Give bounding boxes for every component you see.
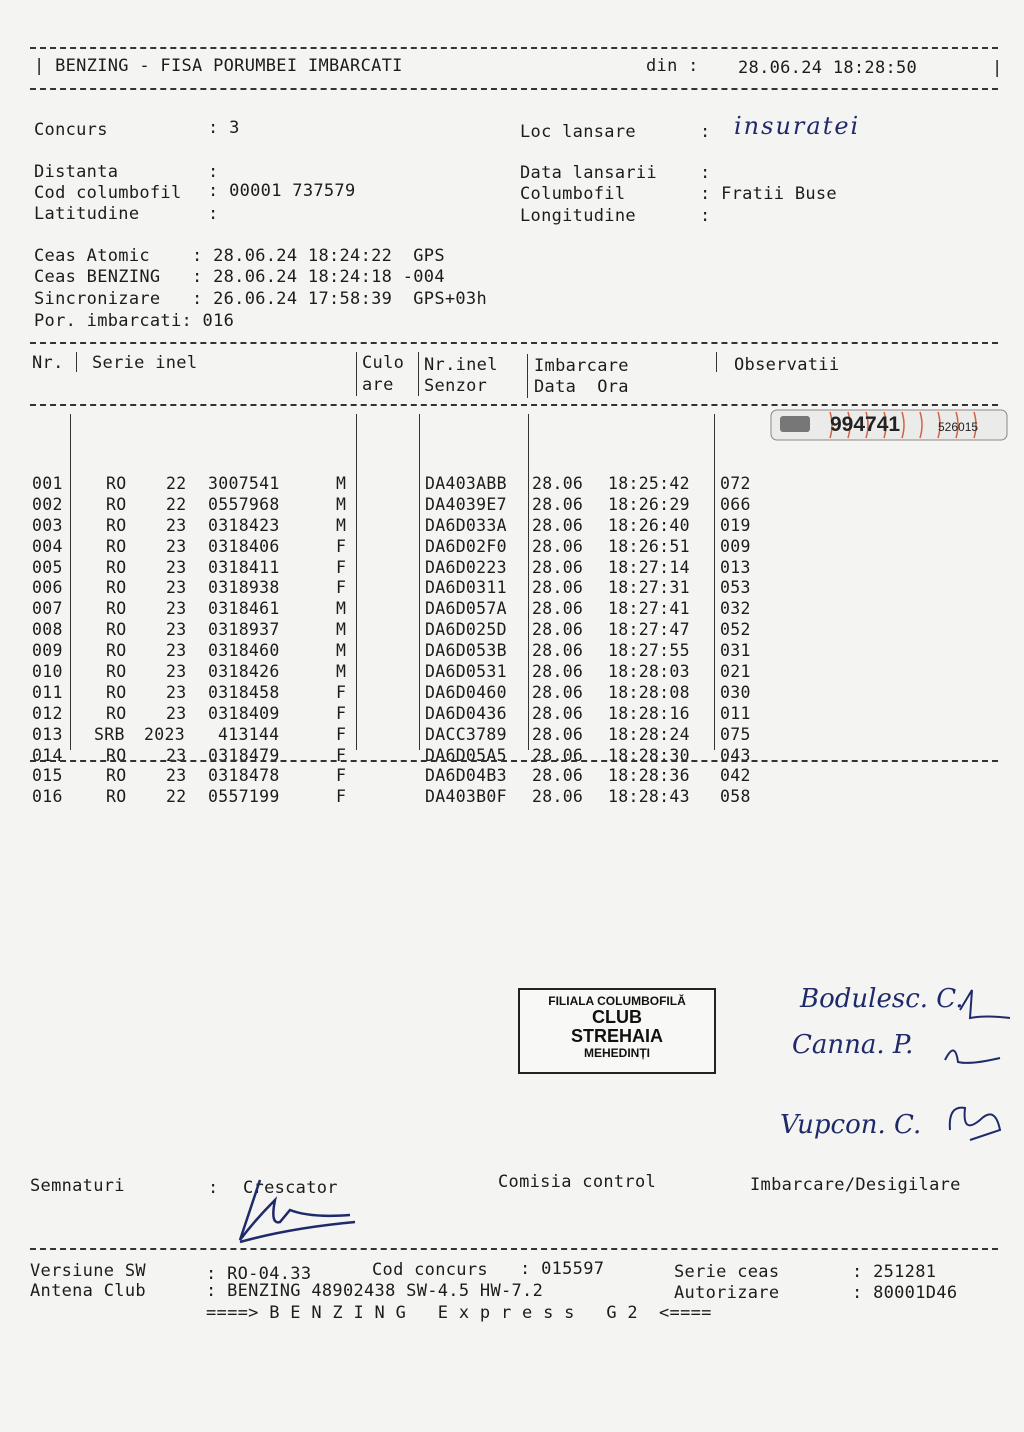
stamp-line-3: STREHAIA: [570, 1026, 663, 1046]
row-observatii: 072: [720, 474, 751, 493]
benzing-express-line: ====> B E N Z I N G E x p r e s s G 2 <====: [206, 1303, 712, 1323]
longitudine-label: Longitudine: [520, 206, 636, 226]
row-year: 22: [166, 474, 187, 493]
row-time: 18:27:14: [608, 557, 690, 577]
row-country: RO: [106, 682, 127, 702]
serie-ceas-value: : 251281: [852, 1262, 937, 1282]
row-ring-number: 0318478: [208, 766, 280, 786]
row-year: 23: [166, 599, 187, 619]
table-row: [30, 474, 790, 495]
row-sex: M: [336, 620, 347, 640]
row-observatii: 013: [720, 557, 751, 577]
row-ring-number: 0318479: [208, 745, 280, 765]
row-time: 18:28:03: [608, 662, 690, 682]
row-date: 28.06: [532, 599, 584, 619]
serie-ceas-label: Serie ceas: [674, 1262, 780, 1282]
cod-columbofil-value: : 00001 737579: [208, 181, 356, 201]
latitudine-label: Latitudine: [34, 204, 140, 224]
row-sensor: DA4039E7: [425, 494, 507, 514]
row-time: 18:28:43: [608, 787, 690, 807]
col-header-nrinel-2: Senzor: [424, 376, 488, 396]
concurs-label: Concurs: [34, 120, 108, 140]
table-row: [30, 662, 790, 683]
row-nr: 013: [32, 724, 63, 744]
row-nr: 001: [32, 474, 63, 493]
row-ring-number: 0318461: [208, 599, 280, 619]
row-sex: M: [336, 474, 347, 493]
row-sex: M: [336, 641, 347, 661]
divider: [30, 760, 998, 762]
row-ring-number: 0318458: [208, 682, 280, 702]
ring-sticker: [770, 408, 1008, 442]
row-year: 23: [166, 662, 187, 682]
row-country: RO: [106, 662, 127, 682]
row-country: SRB: [94, 724, 125, 744]
row-time: 18:28:30: [608, 745, 690, 765]
row-observatii: 052: [720, 620, 751, 640]
row-country: RO: [106, 494, 127, 514]
columbofil-value: : Fratii Buse: [700, 184, 837, 204]
row-ring-number: 413144: [218, 724, 280, 744]
row-date: 28.06: [532, 703, 584, 723]
row-sex: F: [336, 787, 347, 807]
row-sensor: DA6D0436: [425, 703, 507, 723]
row-ring-number: 0318406: [208, 536, 280, 556]
row-time: 18:28:08: [608, 682, 690, 702]
semnaturi-label: Semnaturi: [30, 1176, 125, 1196]
row-sex: F: [336, 766, 347, 786]
row-country: RO: [106, 557, 127, 577]
sticker-small-number: 526015: [938, 420, 979, 434]
row-country: RO: [106, 787, 127, 807]
row-sex: F: [336, 536, 347, 556]
ceas-benzing: Ceas BENZING : 28.06.24 18:24:18 -004: [34, 267, 445, 287]
row-time: 18:28:24: [608, 724, 690, 744]
row-year: 23: [166, 620, 187, 640]
row-sensor: DA6D04B3: [425, 766, 507, 786]
table-row: [30, 516, 790, 537]
row-year: 23: [166, 766, 187, 786]
loc-lansare-label: Loc lansare: [520, 122, 636, 142]
row-sex: F: [336, 724, 347, 744]
table-row: [30, 641, 790, 662]
row-sex: F: [336, 557, 347, 577]
row-year: 22: [166, 494, 187, 514]
stamp-line-1: FILIALA COLUMBOFILĂ: [548, 994, 686, 1008]
col-header-imbarcare-1: Imbarcare: [534, 356, 629, 376]
stamp-line-2: CLUB: [592, 1007, 642, 1027]
row-observatii: 058: [720, 787, 751, 807]
row-sensor: DA403ABB: [425, 474, 507, 493]
row-date: 28.06: [532, 557, 584, 577]
row-ring-number: 0318411: [208, 557, 280, 577]
autorizare-value: : 80001D46: [852, 1283, 958, 1303]
row-observatii: 031: [720, 641, 751, 661]
row-nr: 014: [32, 745, 63, 765]
row-observatii: 043: [720, 745, 751, 765]
row-sensor: DA6D0311: [425, 578, 507, 598]
table-row: [30, 787, 790, 808]
row-sensor: DA6D053B: [425, 641, 507, 661]
date-value: 28.06.24 18:28:50: [738, 58, 918, 78]
row-sex: F: [336, 703, 347, 723]
row-date: 28.06: [532, 474, 584, 493]
row-sensor: DA6D057A: [425, 599, 507, 619]
row-country: RO: [106, 578, 127, 598]
row-nr: 010: [32, 662, 63, 682]
row-observatii: 030: [720, 682, 751, 702]
commission-signature-2: Canna. P.: [792, 1030, 914, 1060]
row-country: RO: [106, 599, 127, 619]
commission-signature-3: Vupcon. C.: [780, 1110, 922, 1140]
col-header-nrinel-1: Nr.inel: [424, 355, 498, 375]
row-country: RO: [106, 766, 127, 786]
row-observatii: 066: [720, 494, 751, 514]
semnaturi-sep: :: [208, 1178, 219, 1198]
col-header-serie: Serie inel: [92, 353, 198, 373]
divider: [30, 88, 998, 90]
antena-value: : BENZING 48902438 SW-4.5 HW-7.2: [206, 1281, 544, 1301]
row-country: RO: [106, 703, 127, 723]
commission-signature-1: Bodulesc. C.: [800, 984, 964, 1014]
row-year: 2023: [144, 724, 185, 744]
row-country: RO: [106, 641, 127, 661]
row-date: 28.06: [532, 745, 584, 765]
row-nr: 011: [32, 682, 63, 702]
row-ring-number: 0557968: [208, 494, 280, 514]
row-nr: 004: [32, 536, 63, 556]
row-time: 18:28:16: [608, 703, 690, 723]
row-ring-number: 0318426: [208, 662, 280, 682]
row-year: 23: [166, 745, 187, 765]
autorizare-label: Autorizare: [674, 1283, 780, 1303]
row-sex: F: [336, 745, 347, 765]
row-observatii: 009: [720, 536, 751, 556]
col-header-imbarcare-2: Data Ora: [534, 377, 629, 397]
header-end-bar: |: [992, 58, 1003, 78]
row-sensor: DA6D0223: [425, 557, 507, 577]
cod-concurs-value: : 015597: [520, 1259, 605, 1279]
antena-label: Antena Club: [30, 1281, 146, 1301]
pigeon-table: [30, 414, 790, 808]
divider: [30, 342, 998, 344]
imbarcare-desigilare-label: Imbarcare/Desigilare: [750, 1175, 961, 1195]
comisia-label: Comisia control: [498, 1172, 657, 1192]
row-year: 23: [166, 703, 187, 723]
row-observatii: 053: [720, 578, 751, 598]
row-sensor: DA403B0F: [425, 787, 507, 807]
row-ring-number: 3007541: [208, 474, 280, 493]
row-sensor: DA6D05A5: [425, 745, 507, 765]
table-row: [30, 599, 790, 620]
row-time: 18:26:29: [608, 494, 690, 514]
row-nr: 005: [32, 557, 63, 577]
row-nr: 015: [32, 766, 63, 786]
col-header-culoare-1: Culo: [362, 353, 405, 373]
row-nr: 016: [32, 787, 63, 807]
row-sensor: DA6D025D: [425, 620, 507, 640]
distanta-value: :: [208, 162, 219, 182]
row-date: 28.06: [532, 766, 584, 786]
row-sensor: DA6D0460: [425, 682, 507, 702]
row-sex: M: [336, 494, 347, 514]
row-date: 28.06: [532, 515, 584, 535]
row-ring-number: 0318409: [208, 703, 280, 723]
divider: [30, 1248, 998, 1250]
table-row: [30, 766, 790, 787]
row-year: 23: [166, 536, 187, 556]
row-sex: M: [336, 515, 347, 535]
document-title: | BENZING - FISA PORUMBEI IMBARCATI: [34, 56, 403, 76]
table-row: [30, 704, 790, 725]
table-row: [30, 537, 790, 558]
row-time: 18:27:55: [608, 641, 690, 661]
row-sex: F: [336, 682, 347, 702]
stamp-line-4: MEHEDINȚI: [584, 1046, 650, 1060]
row-sensor: DA6D033A: [425, 515, 507, 535]
row-observatii: 021: [720, 662, 751, 682]
row-sensor: DA6D02F0: [425, 536, 507, 556]
row-country: RO: [106, 620, 127, 640]
column-rule: [356, 352, 357, 396]
column-rule: [76, 352, 77, 372]
row-ring-number: 0318423: [208, 515, 280, 535]
table-row: [30, 620, 790, 641]
latitudine-value: :: [208, 204, 219, 224]
row-date: 28.06: [532, 662, 584, 682]
concurs-value: : 3: [208, 118, 240, 138]
row-observatii: 019: [720, 515, 751, 535]
row-nr: 009: [32, 641, 63, 661]
row-observatii: 042: [720, 766, 751, 786]
row-year: 23: [166, 578, 187, 598]
row-nr: 012: [32, 703, 63, 723]
table-row: [30, 495, 790, 516]
sincronizare: Sincronizare : 26.06.24 17:58:39 GPS+03h: [34, 289, 487, 309]
row-time: 18:27:47: [608, 620, 690, 640]
row-nr: 002: [32, 494, 63, 514]
row-ring-number: 0557199: [208, 787, 280, 807]
club-stamp: [518, 988, 716, 1074]
row-sensor: DA6D0531: [425, 662, 507, 682]
table-row: [30, 558, 790, 579]
cod-concurs-label: Cod concurs: [372, 1260, 488, 1280]
row-date: 28.06: [532, 620, 584, 640]
row-country: RO: [106, 474, 127, 493]
data-lansarii-label: Data lansarii: [520, 163, 657, 183]
table-row: [30, 746, 790, 767]
longitudine-value: :: [700, 206, 711, 226]
row-time: 18:28:36: [608, 766, 690, 786]
row-sex: F: [336, 578, 347, 598]
table-row: [30, 725, 790, 746]
row-sex: M: [336, 662, 347, 682]
breeder-signature-icon: [220, 1170, 370, 1250]
row-year: 23: [166, 557, 187, 577]
row-year: 22: [166, 787, 187, 807]
divider: [30, 404, 998, 406]
loc-lansare-sep: :: [700, 122, 711, 142]
row-nr: 007: [32, 599, 63, 619]
row-time: 18:27:31: [608, 578, 690, 598]
row-nr: 006: [32, 578, 63, 598]
loc-lansare-value: insuratei: [734, 112, 861, 140]
row-time: 18:25:42: [608, 474, 690, 493]
cod-columbofil-label: Cod columbofil: [34, 183, 182, 203]
row-country: RO: [106, 536, 127, 556]
row-ring-number: 0318460: [208, 641, 280, 661]
row-date: 28.06: [532, 724, 584, 744]
row-ring-number: 0318938: [208, 578, 280, 598]
row-sensor: DACC3789: [425, 724, 507, 744]
table-row: [30, 578, 790, 599]
row-date: 28.06: [532, 536, 584, 556]
divider: [30, 47, 998, 49]
column-rule: [418, 352, 419, 396]
row-date: 28.06: [532, 494, 584, 514]
row-sex: M: [336, 599, 347, 619]
column-rule: [527, 354, 528, 398]
sticker-number: 994741: [830, 413, 901, 436]
crescator-label: Crescator: [243, 1178, 338, 1198]
row-time: 18:27:41: [608, 599, 690, 619]
col-header-culoare-2: are: [362, 375, 394, 395]
col-header-observatii: Observatii: [734, 355, 840, 375]
columbofil-label: Columbofil: [520, 184, 626, 204]
signature-marks-icon: [940, 970, 1020, 1150]
row-country: RO: [106, 515, 127, 535]
versiune-label: Versiune SW: [30, 1261, 146, 1281]
data-lansarii-value: :: [700, 163, 711, 183]
row-observatii: 032: [720, 599, 751, 619]
row-year: 23: [166, 515, 187, 535]
ceas-atomic: Ceas Atomic : 28.06.24 18:24:22 GPS: [34, 246, 445, 266]
row-year: 23: [166, 641, 187, 661]
row-observatii: 075: [720, 724, 751, 744]
row-date: 28.06: [532, 578, 584, 598]
row-observatii: 011: [720, 703, 751, 723]
row-date: 28.06: [532, 787, 584, 807]
row-time: 18:26:51: [608, 536, 690, 556]
row-year: 23: [166, 682, 187, 702]
porumbei-imbarcati: Por. imbarcati: 016: [34, 311, 235, 331]
row-date: 28.06: [532, 641, 584, 661]
row-time: 18:26:40: [608, 515, 690, 535]
versiune-value: : RO-04.33: [206, 1264, 312, 1284]
column-rule: [716, 352, 717, 372]
col-header-nr: Nr.: [32, 353, 64, 373]
table-row: [30, 683, 790, 704]
row-country: RO: [106, 745, 127, 765]
date-label: din :: [646, 56, 699, 76]
row-nr: 003: [32, 515, 63, 535]
distanta-label: Distanta: [34, 162, 119, 182]
row-ring-number: 0318937: [208, 620, 280, 640]
row-date: 28.06: [532, 682, 584, 702]
row-nr: 008: [32, 620, 63, 640]
